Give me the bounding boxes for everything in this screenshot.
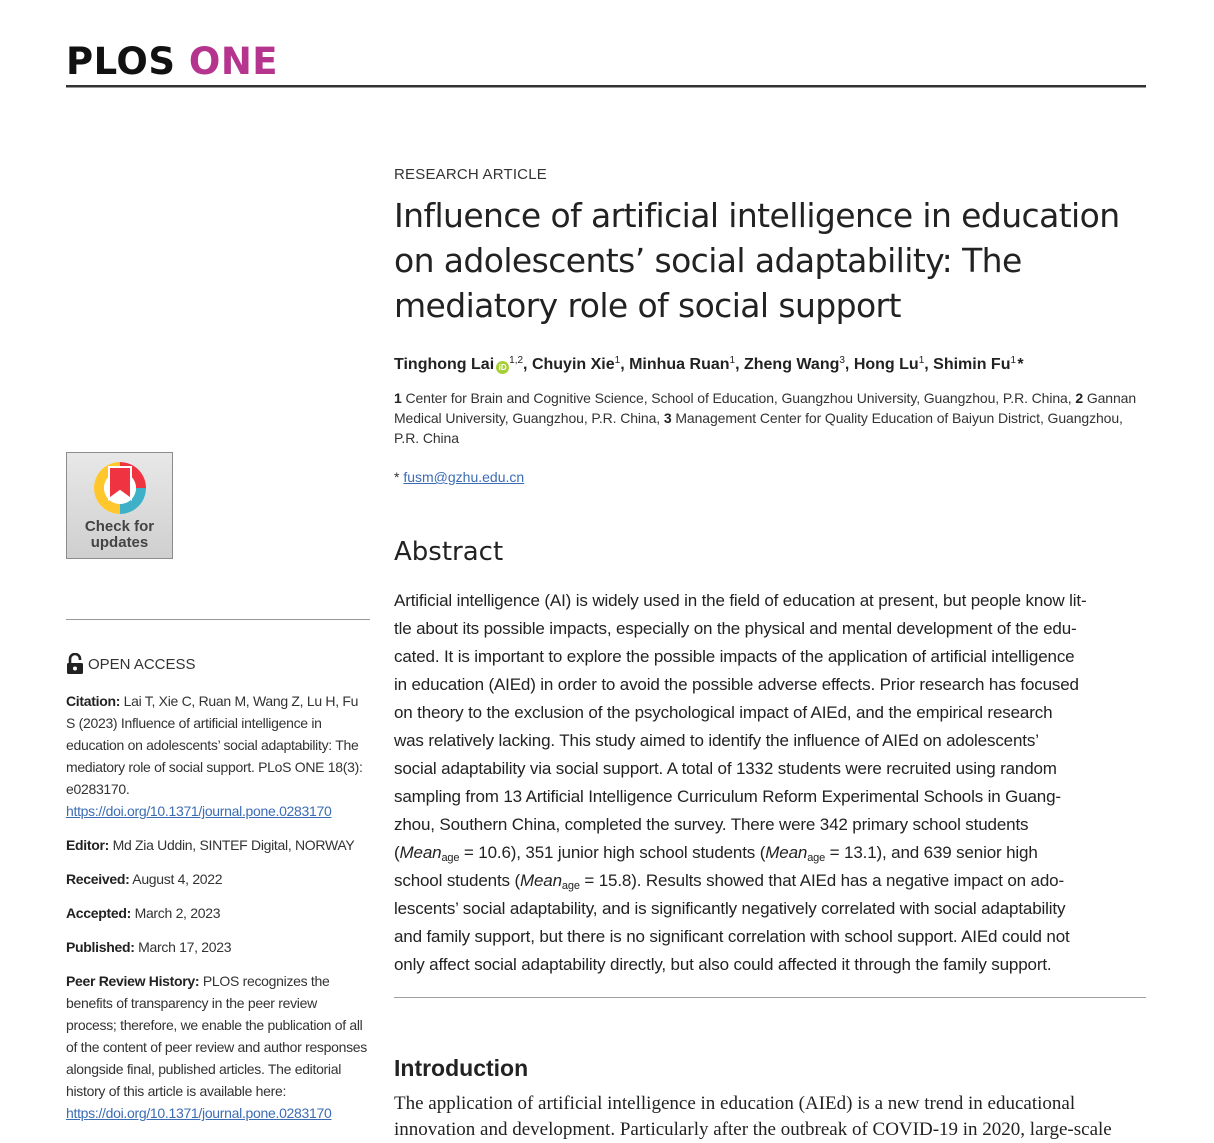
author-affiliation: 1 xyxy=(918,355,925,366)
accepted-line xyxy=(66,902,370,924)
article-type: RESEARCH ARTICLE xyxy=(394,166,547,183)
peer-review-block xyxy=(66,970,370,1124)
author-name[interactable]: Minhua Ruan xyxy=(629,356,730,373)
author-name[interactable]: Hong Lu xyxy=(853,356,919,373)
author-affiliation: 1 xyxy=(729,355,736,366)
header-divider xyxy=(66,85,1146,88)
published-value: March 17, 2023 xyxy=(138,939,232,955)
accepted-key: Accepted: xyxy=(66,905,131,921)
open-lock-icon xyxy=(66,653,84,675)
affiliation-text: Management Center for Quality Education of Baiyun District, Guangzhou, P.R. China xyxy=(394,410,1123,446)
abstract-subscript: age xyxy=(561,880,580,892)
abstract-fragment: = 15.8). Results showed that AIEd has a negative impact on ado- xyxy=(579,871,1064,890)
abstract-line-results xyxy=(394,867,1147,895)
accepted-value: March 2, 2023 xyxy=(134,905,221,921)
editor-line xyxy=(66,834,370,856)
corresponding-email-line xyxy=(394,467,524,487)
abstract-line: social adaptability via social support. A total of 1332 students were recruited using random xyxy=(394,759,1057,778)
affiliations xyxy=(394,388,1146,448)
citation-text: Lai T, Xie C, Ruan M, Wang Z, Lu H, Fu S (2023) Influence of artificial intelligence in education on adolescents’ social adaptability: The mediatory role of social support. PLoS ONE 18(3): e0283170. xyxy=(66,693,363,797)
corresponding-email-marker: * xyxy=(394,469,400,485)
corresponding-email-link[interactable]: fusm@gzhu.edu.cn xyxy=(403,469,525,485)
abstract-line: sampling from 13 Artificial Intelligence Curriculum Reform Experimental Schools in Guang- xyxy=(394,787,1061,806)
author-name[interactable]: Chuyin Xie xyxy=(531,356,615,373)
introduction-heading: Introduction xyxy=(394,1055,529,1081)
abstract-line: was relatively lacking. This study aimed to identify the influence of AIEd on adolescents’ xyxy=(394,731,1039,750)
abstract-line: only affect social adaptability directly, but also could affected it through the family support. xyxy=(394,955,1052,974)
orcid-icon[interactable]: iD xyxy=(496,361,509,374)
affiliation-number: 1 xyxy=(394,390,402,406)
crossmark-label: Check for updates xyxy=(84,518,155,551)
crossmark-icon xyxy=(91,459,149,517)
published-line xyxy=(66,936,370,958)
abstract-fragment: = 13.1), and 639 senior high xyxy=(825,843,1038,862)
sidebar-divider xyxy=(66,619,370,620)
abstract-mean-label: Mean xyxy=(399,843,442,862)
affiliation-number: 3 xyxy=(663,410,672,426)
abstract-heading: Abstract xyxy=(394,537,504,567)
received-line xyxy=(66,868,370,890)
abstract-line: lescents’ social adaptability, and is significantly negatively correlated with social adaptability xyxy=(394,899,1066,918)
citation-block xyxy=(66,690,370,822)
abstract-line: and family support, but there is no significant correlation with school support. AIEd could not xyxy=(394,927,1070,946)
abstract-line: in education (AIEd) in order to avoid the possible adverse effects. Prior research has focused xyxy=(394,675,1079,694)
abstract-line: tle about its possible impacts, especially on the physical and mental development of the edu- xyxy=(394,619,1077,638)
article-title: Influence of artificial intelligence in education on adolescents’ social adaptability: The mediatory role of social support xyxy=(394,196,1120,325)
abstract-line: on theory to the exclusion of the psychological impact of AIEd, and the empirical research xyxy=(394,703,1053,722)
citation-doi-link[interactable]: https://doi.org/10.1371/journal.pone.0283170 xyxy=(66,803,332,819)
author-list: Tinghong Lai iD$^{1,2}$, Chuyin Xie$^1$, Minhua Ruan$^1$, Zheng Wang$^3$, Hong Lu$^1$, Shimin Fu$^1$ * xyxy=(394,355,1024,373)
author-name[interactable]: Zheng Wang xyxy=(743,356,840,373)
corresponding-marker: * xyxy=(1017,356,1024,373)
author-name[interactable]: Shimin Fu xyxy=(933,356,1011,373)
check-for-updates-badge[interactable] xyxy=(66,452,173,559)
introduction-line: innovation and development. Particularly after the outbreak of COVID-19 in 2020, large-scale xyxy=(394,1119,1112,1140)
journal-logo[interactable] xyxy=(66,40,278,84)
journal-name-plos: PLOS xyxy=(66,40,176,83)
author-affiliation: 1 xyxy=(614,355,621,366)
affiliation-text: Gannan Medical University, Guangzhou, P.R. China, xyxy=(394,390,1137,426)
abstract-mean-label: Mean xyxy=(765,843,808,862)
open-access-label: OPEN ACCESS xyxy=(88,655,196,673)
peer-review-key: Peer Review History: xyxy=(66,973,200,989)
abstract-body xyxy=(394,587,1147,979)
received-value: August 4, 2022 xyxy=(132,871,223,887)
abstract-divider xyxy=(394,997,1146,998)
journal-name-one: ONE xyxy=(188,40,279,83)
affiliation-number: 2 xyxy=(1075,390,1084,406)
abstract-subscript: age xyxy=(807,852,826,864)
abstract-fragment: school students ( xyxy=(394,871,520,890)
peer-review-text: PLOS recognizes the benefits of transparency in the peer review process; therefore, we enable the publication of all of the content of peer review and author responses alongside final, published articles. The editorial history of this article is available here: xyxy=(66,973,367,1099)
introduction-line: The application of artificial intelligence in education (AIEd) is a new trend in educational xyxy=(394,1093,1076,1114)
author-affiliation: 3 xyxy=(839,355,845,366)
abstract-subscript: age xyxy=(441,852,460,864)
author-affiliation: 1,2 xyxy=(509,355,524,366)
introduction-body xyxy=(394,1091,1154,1143)
abstract-line: cated. It is important to explore the possible impacts of the application of artificial intelligence xyxy=(394,647,1075,666)
editor-key: Editor: xyxy=(66,837,110,853)
peer-review-link[interactable]: https://doi.org/10.1371/journal.pone.0283170 xyxy=(66,1105,332,1121)
affiliation-text: Center for Brain and Cognitive Science, School of Education, Guangzhou University, Guangzhou, P.R. China, xyxy=(405,390,1072,406)
published-key: Published: xyxy=(66,939,135,955)
author-affiliation: 1 xyxy=(1010,355,1017,366)
abstract-line: Artificial intelligence (AI) is widely used in the field of education at present, but people know lit- xyxy=(394,591,1087,610)
abstract-line: zhou, Southern China, completed the survey. There were 342 primary school students xyxy=(394,815,1029,834)
editor-value: Md Zia Uddin, SINTEF Digital, NORWAY xyxy=(112,837,355,853)
open-access-badge xyxy=(66,652,196,676)
citation-key: Citation: xyxy=(66,693,121,709)
abstract-mean-label: Mean xyxy=(519,871,562,890)
abstract-fragment: ( xyxy=(394,843,400,862)
received-key: Received: xyxy=(66,871,130,887)
abstract-line-mean-ages xyxy=(394,839,1147,867)
abstract-fragment: = 10.6), 351 junior high school students ( xyxy=(459,843,766,862)
author-name[interactable]: Tinghong Lai xyxy=(394,356,495,373)
